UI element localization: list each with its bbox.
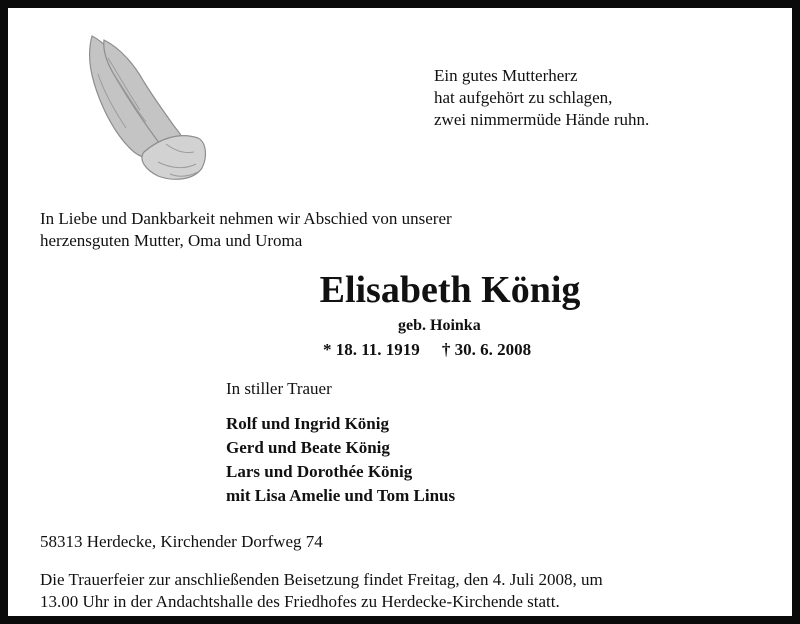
mourner-entry: Rolf und Ingrid König [226,414,389,433]
life-dates [323,340,531,360]
mourners-list [226,412,455,508]
death-date: † 30. 6. 2008 [441,340,532,359]
ceremony-line: 13.00 Uhr in der Andachtshalle des Friedhofes zu Herdecke-Kirchende statt. [40,592,560,611]
intro-text [40,208,452,252]
poem [434,65,649,131]
mourner-entry: mit Lisa Amelie und Tom Linus [226,486,456,505]
mourner-entry: Lars und Dorothée König [226,462,413,481]
poem-line: hat aufgehört zu schlagen, [434,88,613,107]
poem-line: Ein gutes Mutterherz [434,66,578,85]
maiden-name: geb. Hoinka [398,317,481,334]
mourning-label: In stiller Trauer [226,379,332,398]
intro-line: herzensguten Mutter, Oma und Uroma [40,231,303,250]
birth-date: * 18. 11. 1919 [323,340,420,359]
intro-line: In Liebe und Dankbarkeit nehmen wir Abschied von unserer [40,209,452,228]
deceased-name-text: Elisabeth König [319,269,581,311]
ceremony-line: Die Trauerfeier zur anschließenden Beisetzung findet Freitag, den 4. Juli 2008, um [40,570,603,589]
praying-hands-icon [74,34,214,184]
poem-line: zwei nimmermüde Hände ruhn. [434,110,650,129]
ceremony-info [40,569,603,613]
address: 58313 Herdecke, Kirchender Dorfweg 74 [40,532,323,551]
deceased-name [8,266,792,314]
mourner-entry: Gerd und Beate König [226,438,390,457]
